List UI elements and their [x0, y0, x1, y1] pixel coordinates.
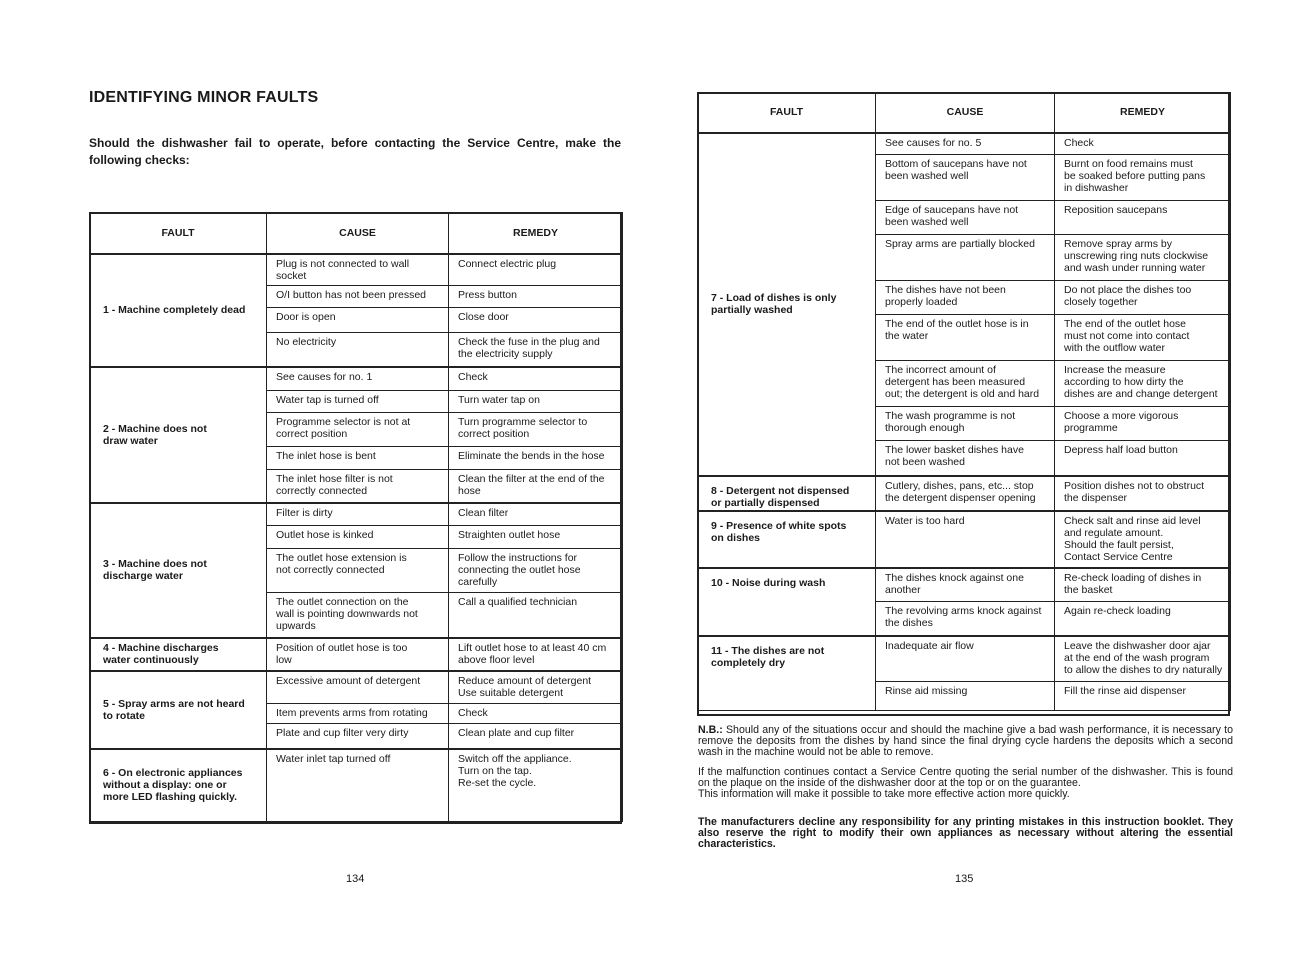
- cause-text: Programme selector is not at correct position: [276, 416, 411, 440]
- remedy-cell: [449, 308, 623, 333]
- remedy-cell: [449, 447, 623, 470]
- nb-text: Should any of the situations occur and should the machine give a bad wash performance, it is necessary to remove the deposits from the dishes by hand since the final drying cycle hardens the deposits which a second wash in the machine would not be able to remove.: [698, 724, 1233, 758]
- remedy-text: Turn programme selector to correct position: [458, 416, 588, 440]
- left-fault-table: [89, 212, 623, 822]
- cause-text: See causes for no. 1: [276, 370, 373, 383]
- remedy-cell: [449, 526, 623, 549]
- page-number-left: 134: [346, 873, 365, 885]
- remedy-text: Turn water tap on: [458, 394, 540, 406]
- remedy-cell: [449, 503, 623, 526]
- remedy-cell: [449, 593, 623, 638]
- intro-text: Should the dishwasher fail to operate, before contacting the Service Centre, make the following checks:: [89, 136, 621, 167]
- remedy-cell: [449, 724, 623, 749]
- remedy-cell: [1055, 235, 1231, 281]
- cause-text: The inlet hose is bent: [276, 450, 376, 462]
- remedy-text: Eliminate the bends in the hose: [458, 450, 605, 462]
- table-row: [90, 749, 623, 822]
- remedy-cell: [449, 333, 623, 367]
- remedy-cell: [1055, 636, 1231, 682]
- table-row: [698, 476, 1231, 511]
- cause-cell: [876, 235, 1055, 281]
- cause-header: CAUSE: [876, 93, 1055, 133]
- remedy-cell: [1055, 133, 1231, 155]
- cause-cell: [876, 361, 1055, 407]
- cause-text: Rinse aid missing: [885, 685, 968, 697]
- remedy-cell: [1055, 682, 1231, 711]
- fault-cell: [90, 254, 267, 367]
- remedy-cell: [1055, 201, 1231, 235]
- remedy-text: Clean the filter at the end of the hose: [458, 473, 605, 497]
- remedy-text: Switch off the appliance. Turn on the tap. Re-set the cycle.: [458, 752, 572, 789]
- remedy-cell: [449, 671, 623, 704]
- fault-cell: [90, 638, 267, 671]
- remedy-text: Clean plate and cup filter: [458, 727, 575, 739]
- remedy-text: Re-check loading of dishes in the basket: [1064, 571, 1202, 596]
- table-row: [698, 568, 1231, 602]
- remedy-text: Check: [458, 707, 488, 719]
- cause-text: Cutlery, dishes, pans, etc... stop the detergent dispenser opening: [885, 479, 1036, 504]
- remedy-cell: [449, 367, 623, 391]
- cause-cell: [876, 133, 1055, 155]
- remedy-text: Follow the instructions for connecting the outlet hose carefully: [458, 552, 581, 588]
- cause-text: Water tap is turned off: [276, 394, 379, 406]
- notes-section: [698, 725, 1233, 859]
- remedy-cell: [1055, 602, 1231, 636]
- cause-text: Plug is not connected to wall socket: [276, 257, 410, 282]
- remedy-text: Press button: [458, 289, 517, 301]
- fault-cell: [90, 367, 267, 503]
- cause-text: Door is open: [276, 311, 336, 323]
- cause-cell: [876, 315, 1055, 361]
- fault-label: 8 - Detergent not dispensed or partially dispensed: [711, 484, 850, 509]
- fault-label: 1 - Machine completely dead: [103, 304, 246, 316]
- remedy-text: Reduce amount of detergent Use suitable detergent: [458, 674, 592, 699]
- table-row: [90, 254, 623, 286]
- fault-cell: [698, 636, 876, 711]
- fault-label: 11 - The dishes are not completely dry: [711, 644, 825, 669]
- table-row: [90, 367, 623, 391]
- fault-cell: [90, 671, 267, 749]
- cause-cell: [267, 254, 449, 286]
- cause-cell: [267, 447, 449, 470]
- remedy-text: Increase the measure according to how dirty the dishes are and change detergent: [1064, 364, 1218, 400]
- cause-cell: [876, 602, 1055, 636]
- remedy-text: Do not place the dishes too closely together: [1064, 284, 1192, 308]
- remedy-cell: [449, 391, 623, 413]
- cause-text: The end of the outlet hose is in the water: [885, 318, 1029, 342]
- cause-cell: [876, 407, 1055, 441]
- page-title: IDENTIFYING MINOR FAULTS: [89, 89, 319, 106]
- remedy-text: The end of the outlet hose must not come into contact with the outflow water: [1064, 318, 1190, 354]
- cause-text: The dishes have not been properly loaded: [885, 284, 1006, 308]
- cause-cell: [267, 526, 449, 549]
- cause-text: The outlet connection on the wall is pointing downwards not upwards: [276, 596, 418, 632]
- cause-text: Bottom of saucepans have not been washed well: [885, 158, 1027, 182]
- fault-cell: [698, 476, 876, 511]
- remedy-text: Check: [1064, 136, 1094, 149]
- cause-cell: [267, 704, 449, 724]
- remedy-text: Close door: [458, 311, 509, 323]
- table-row: [90, 503, 623, 526]
- remedy-header: REMEDY: [449, 213, 623, 254]
- remedy-cell: [449, 704, 623, 724]
- cause-text: Inadequate air flow: [885, 639, 974, 652]
- cause-text: The inlet hose filter is not correctly connected: [276, 473, 393, 497]
- table-row: [698, 511, 1231, 568]
- cause-cell: [267, 333, 449, 367]
- fault-cell: [698, 511, 876, 568]
- cause-text: Filter is dirty: [276, 506, 333, 519]
- fault-cell: [698, 133, 876, 476]
- cause-text: The wash programme is not thorough enough: [885, 410, 1016, 434]
- cause-text: Item prevents arms from rotating: [276, 707, 428, 719]
- page-number-right: 135: [955, 873, 974, 885]
- fault-cell: [698, 568, 876, 636]
- cause-text: See causes for no. 5: [885, 136, 982, 149]
- remedy-cell: [1055, 361, 1231, 407]
- remedy-cell: [449, 413, 623, 447]
- nb-label: N.B.:: [698, 724, 723, 736]
- cause-text: Outlet hose is kinked: [276, 529, 374, 541]
- fault-label: 9 - Presence of white spots on dishes: [711, 519, 847, 544]
- fault-label: 10 - Noise during wash: [711, 576, 826, 589]
- remedy-text: Check the fuse in the plug and the electricity supply: [458, 336, 600, 360]
- remedy-text: Check: [458, 370, 488, 383]
- cause-cell: [267, 724, 449, 749]
- remedy-text: Reposition saucepans: [1064, 204, 1168, 216]
- cause-cell: [267, 413, 449, 447]
- right-fault-table: [697, 92, 1231, 711]
- fault-header: FAULT: [90, 213, 267, 254]
- contact-note: If the malfunction continues contact a Service Centre quoting the serial number of the dishwasher. This is found on the plaque on the inside of the dishwasher door at the top or on the guarantee. This information will make it possible to take more effective action more quickly.: [698, 766, 1233, 800]
- cause-text: Water inlet tap turned off: [276, 752, 391, 765]
- cause-cell: [876, 636, 1055, 682]
- remedy-text: Clean filter: [458, 506, 509, 519]
- fault-cell: [90, 503, 267, 638]
- cause-cell: [876, 281, 1055, 315]
- remedy-text: Again re-check loading: [1064, 605, 1171, 617]
- cause-cell: [876, 682, 1055, 711]
- disclaimer: The manufacturers decline any responsibility for any printing mistakes in this instruction booklet. They also reserve the right to modify their own appliances as necessary without altering the essential characteristics.: [698, 816, 1233, 850]
- cause-text: Excessive amount of detergent: [276, 674, 421, 687]
- nb-paragraph: [698, 725, 1233, 758]
- remedy-cell: [449, 470, 623, 503]
- cause-cell: [267, 391, 449, 413]
- cause-cell: [267, 638, 449, 671]
- remedy-cell: [1055, 407, 1231, 441]
- cause-text: No electricity: [276, 336, 337, 348]
- remedy-cell: [1055, 155, 1231, 201]
- cause-cell: [876, 476, 1055, 511]
- remedy-text: Depress half load button: [1064, 444, 1178, 456]
- cause-header: CAUSE: [267, 213, 449, 254]
- remedy-text: Choose a more vigorous programme: [1064, 410, 1179, 434]
- fault-cell: [90, 749, 267, 822]
- cause-text: O/I button has not been pressed: [276, 289, 427, 301]
- remedy-cell: [1055, 281, 1231, 315]
- cause-cell: [267, 367, 449, 391]
- cause-cell: [267, 593, 449, 638]
- remedy-text: Connect electric plug: [458, 257, 557, 270]
- fault-label: 5 - Spray arms are not heard to rotate: [103, 697, 245, 722]
- table-row: [698, 636, 1231, 682]
- cause-text: The incorrect amount of detergent has been measured out; the detergent is old and hard: [885, 364, 1040, 400]
- cause-cell: [876, 441, 1055, 476]
- remedy-cell: [1055, 568, 1231, 602]
- remedy-cell: [449, 254, 623, 286]
- remedy-text: Check salt and rinse aid level and regulate amount. Should the fault persist, Contact Service Centre: [1064, 514, 1201, 563]
- cause-cell: [876, 201, 1055, 235]
- table-row: [698, 133, 1231, 155]
- table-row: [90, 638, 623, 671]
- fault-header: FAULT: [698, 93, 876, 133]
- remedy-cell: [449, 749, 623, 822]
- cause-cell: [267, 286, 449, 308]
- fault-label: 6 - On electronic appliances without a display: one or more LED flashing quickly.: [103, 767, 243, 804]
- cause-text: Water is too hard: [885, 514, 965, 527]
- cause-cell: [876, 155, 1055, 201]
- remedy-cell: [449, 638, 623, 671]
- cause-text: Plate and cup filter very dirty: [276, 727, 409, 739]
- remedy-text: Lift outlet hose to at least 40 cm above floor level: [458, 641, 607, 666]
- cause-cell: [267, 503, 449, 526]
- fault-label: 4 - Machine discharges water continuously: [103, 642, 219, 666]
- remedy-header: REMEDY: [1055, 93, 1231, 133]
- remedy-text: Burnt on food remains must be soaked before putting pans in dishwasher: [1064, 158, 1206, 194]
- cause-cell: [267, 549, 449, 593]
- cause-text: Position of outlet hose is too low: [276, 641, 408, 666]
- cause-cell: [267, 308, 449, 333]
- cause-cell: [876, 511, 1055, 568]
- remedy-cell: [449, 549, 623, 593]
- cause-cell: [267, 671, 449, 704]
- fault-label: 3 - Machine does not discharge water: [103, 558, 207, 582]
- remedy-cell: [1055, 441, 1231, 476]
- remedy-cell: [1055, 476, 1231, 511]
- cause-cell: [267, 470, 449, 503]
- cause-text: The outlet hose extension is not correctly connected: [276, 552, 407, 576]
- remedy-text: Remove spray arms by unscrewing ring nuts clockwise and wash under running water: [1064, 238, 1209, 274]
- fault-label: 7 - Load of dishes is only partially washed: [711, 292, 837, 316]
- remedy-cell: [449, 286, 623, 308]
- table-row: [90, 671, 623, 704]
- remedy-text: Leave the dishwasher door ajar at the end of the wash program to allow the dishes to dry naturally: [1064, 639, 1223, 676]
- cause-cell: [267, 749, 449, 822]
- cause-text: The dishes knock against one another: [885, 571, 1024, 596]
- fault-label: 2 - Machine does not draw water: [103, 422, 207, 447]
- remedy-text: Straighten outlet hose: [458, 529, 561, 541]
- cause-text: The lower basket dishes have not been washed: [885, 444, 1024, 468]
- remedy-cell: [1055, 315, 1231, 361]
- cause-text: The revolving arms knock against the dishes: [885, 605, 1042, 629]
- remedy-text: Call a qualified technician: [458, 596, 578, 608]
- cause-cell: [876, 568, 1055, 602]
- remedy-cell: [1055, 511, 1231, 568]
- cause-text: Edge of saucepans have not been washed well: [885, 204, 1019, 228]
- cause-text: Spray arms are partially blocked: [885, 238, 1035, 250]
- remedy-text: Fill the rinse aid dispenser: [1064, 685, 1186, 697]
- remedy-text: Position dishes not to obstruct the dispenser: [1064, 479, 1205, 504]
